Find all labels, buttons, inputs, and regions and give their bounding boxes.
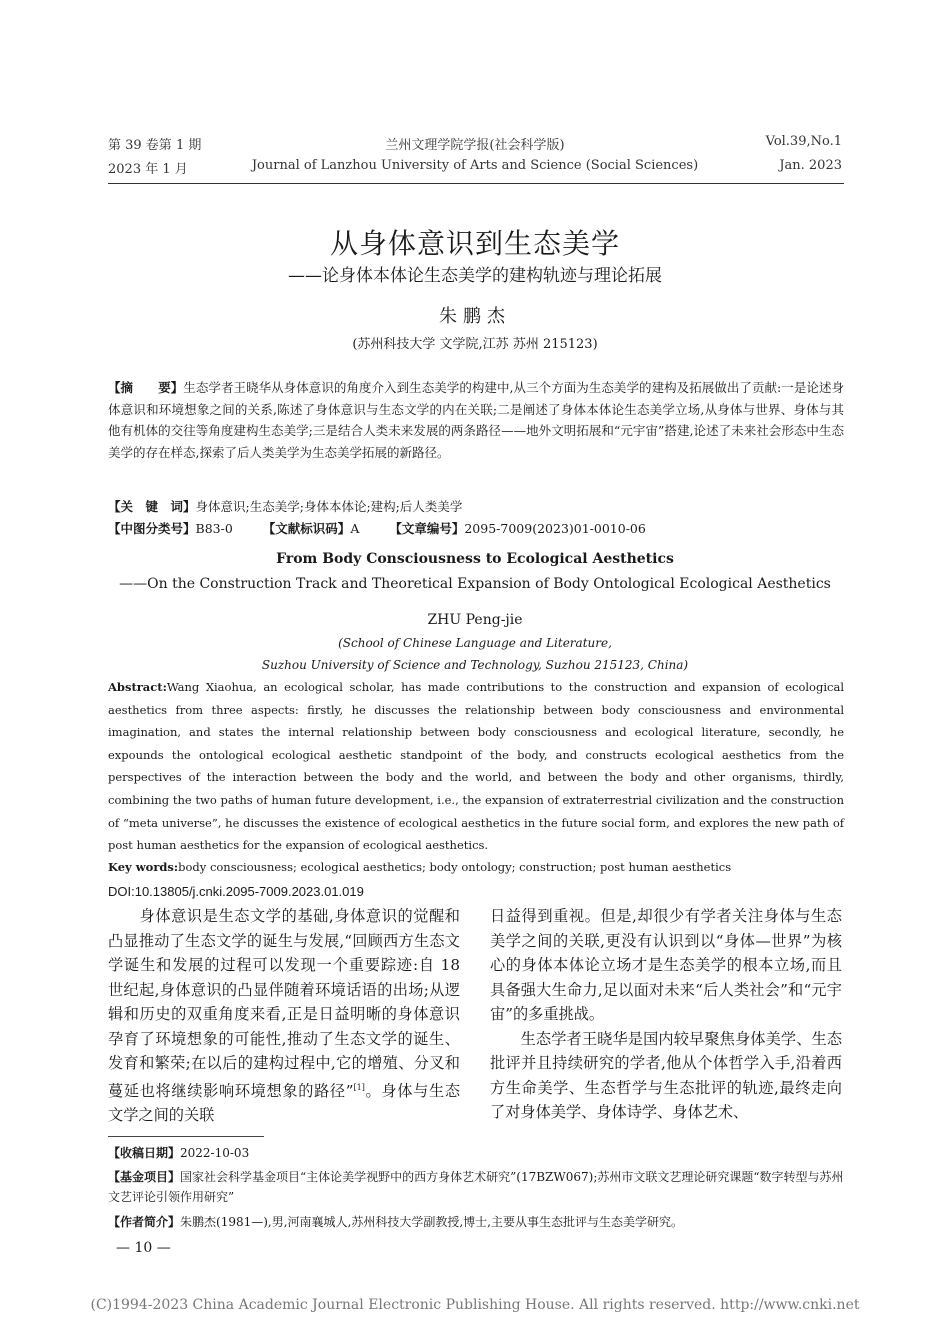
bio-label: 【作者简介】	[108, 1215, 181, 1229]
article-number-value: 2095-7009(2023)01-0010-06	[464, 521, 646, 536]
footnote-fund	[108, 1167, 844, 1207]
body-left-paragraph: 身体意识是生态文学的基础,身体意识的觉醒和凸显推动了生态文学的诞生与发展,“回顾西方生态文学诞生和发展的过程可以发现一个重要踪迹:自 18 世纪起,身体意识的凸显伴随着环境话语的出场;从逻辑和历史的双重角度来看,正是日益明晰的身体意识孕育了环境想象的可能性,推动了生态文学的诞生、发育和繁荣;在以后的建构过程中,它的增殖、分叉和蔓延也将继续影响环境想象的路径”	[108, 907, 460, 1100]
english-affiliation-2: Suzhou University of Science and Technology, Suzhou 215123, China)	[261, 658, 689, 672]
english-title: From Body Consciousness to Ecological Aesthetics	[276, 551, 674, 567]
clc-value: B83-0	[195, 521, 233, 536]
keywords-cn-label: 【关 键 词】	[108, 499, 196, 514]
header-date-en: Jan. 2023	[779, 158, 842, 173]
author-name: 朱鹏杰	[439, 306, 511, 327]
header-volume-cn: 第 39 卷第 1 期	[108, 138, 202, 153]
article-number-label: 【文章编号】	[389, 521, 465, 536]
received-label: 【收稿日期】	[108, 1146, 181, 1160]
english-abstract	[108, 676, 844, 857]
received-date: 2022-10-03	[180, 1146, 250, 1160]
english-abstract-label: Abstract:	[108, 680, 167, 694]
clc-label: 【中图分类号】	[108, 521, 196, 536]
english-keywords-text: body consciousness; ecological aesthetics; body ontology; construction; post human aesthetics	[178, 860, 732, 874]
author-affiliation: (苏州科技大学 文学院,江苏 苏州 215123)	[352, 337, 598, 352]
body-left-tail: 。身体与生态文学之间的关联	[108, 1081, 461, 1125]
footnote-received	[108, 1143, 844, 1163]
article-title: 从身体意识到生态美学	[329, 227, 620, 260]
english-keywords-label: Key words:	[108, 860, 179, 874]
header-journal-cn: 兰州文理学院学报(社会科学版)	[385, 138, 565, 153]
doc-code-label: 【文献标识码】	[262, 521, 351, 536]
doc-code-value: A	[350, 521, 360, 536]
article-subtitle: ——论身体本体论生态美学的建构轨迹与理论拓展	[288, 266, 662, 286]
abstract-cn-text: 生态学者王晓华从身体意识的角度介入到生态美学的构建中,从三个方面为生态美学的建构及拓展做出了贡献:一是论述身体意识和环境想象之间的关系,陈述了身体意识与生态文学的内在关联;二是阐述了身体本体论生态美学立场,从身体与世界、身体与其他有机体的交往等角度建构生态美学;三是结合人类未来发展的两条路径——地外文明拓展和“元宇宙”搭建,论述了未来社会形态中生态美学的存在样态,探索了后人类美学为生态美学拓展的新路径。	[108, 380, 844, 460]
body-left-column	[108, 904, 460, 1128]
english-keywords	[108, 860, 731, 874]
header-rule	[108, 183, 844, 184]
classification-line	[108, 519, 646, 537]
header-journal-en: Journal of Lanzhou University of Arts and Science (Social Sciences)	[251, 158, 699, 173]
cnki-watermark: (C)1994-2023 China Academic Journal Electronic Publishing House. All rights reserved. http://www.cnki.net	[90, 1297, 860, 1313]
english-affiliation-1: (School of Chinese Language and Literature,	[338, 636, 612, 650]
page-number: — 10 —	[116, 1240, 171, 1256]
doi: DOI:10.13805/j.cnki.2095-7009.2023.01.019	[108, 884, 364, 899]
abstract-cn-label: 【摘 要】	[108, 380, 184, 395]
keywords-cn-text: 身体意识;生态美学;身体本体论;建构;后人类美学	[195, 499, 463, 514]
body-right-column	[490, 904, 842, 1125]
footnote-bio	[108, 1212, 844, 1232]
header-date-cn: 2023 年 1 月	[108, 162, 188, 177]
body-right-paragraph-1: 日益得到重视。但是,却很少有学者关注身体与生态美学之间的关联,更没有认识到以“身体—世界”为核心的身体本体论立场才是生态美学的根本立场,而且具备强大生命力,足以面对未来“后人类社会”和“元宇宙”的多重挑战。	[490, 907, 842, 1023]
fund-text: 国家社会科学基金项目“主体论美学视野中的西方身体艺术研究”(17BZW067);苏州市文联文艺理论研究课题“数字转型与苏州文艺评论引领作用研究”	[108, 1170, 844, 1204]
english-subtitle: ——On the Construction Track and Theoretical Expansion of Body Ontological Ecological Aesthetics	[119, 576, 831, 592]
citation-1: [1]	[353, 1082, 365, 1092]
header-volume-en: Vol.39,No.1	[765, 134, 842, 149]
body-right-paragraph-2: 生态学者王晓华是国内较早聚焦身体美学、生态批评并且持续研究的学者,他从个体哲学入手,沿着西方生命美学、生态哲学与生态批评的轨迹,最终走向了对身体美学、身体诗学、身体艺术、	[490, 1029, 842, 1121]
keywords-cn	[108, 497, 462, 515]
abstract-cn	[108, 377, 844, 463]
english-author: ZHU Peng-jie	[427, 612, 523, 628]
fund-label: 【基金项目】	[108, 1170, 181, 1184]
footnote-rule	[108, 1136, 264, 1137]
bio-text: 朱鹏杰(1981—),男,河南襄城人,苏州科技大学副教授,博士,主要从事生态批评与生态美学研究。	[180, 1215, 683, 1229]
english-abstract-text: Wang Xiaohua, an ecological scholar, has made contributions to the construction and expansion of ecological aesthetics from three aspects: firstly, he discusses the relationship between body consciousness and environmental imagination, and states the internal relationship between body consciousness and ecological literature, secondly, he expounds the ontological ecological aesthetic standpoint of the body, and constructs ecological aesthetics from the perspectives of the interaction between the body and the world, and between the body and other organisms, thirdly, combining the two paths of human future development, i.e., the expansion of extraterrestrial civilization and the construction of “meta universe”, he discusses the existence of ecological aesthetics in the future social form, and explores the new path of post human aesthetics for the expansion of ecological aesthetics.	[108, 680, 844, 853]
